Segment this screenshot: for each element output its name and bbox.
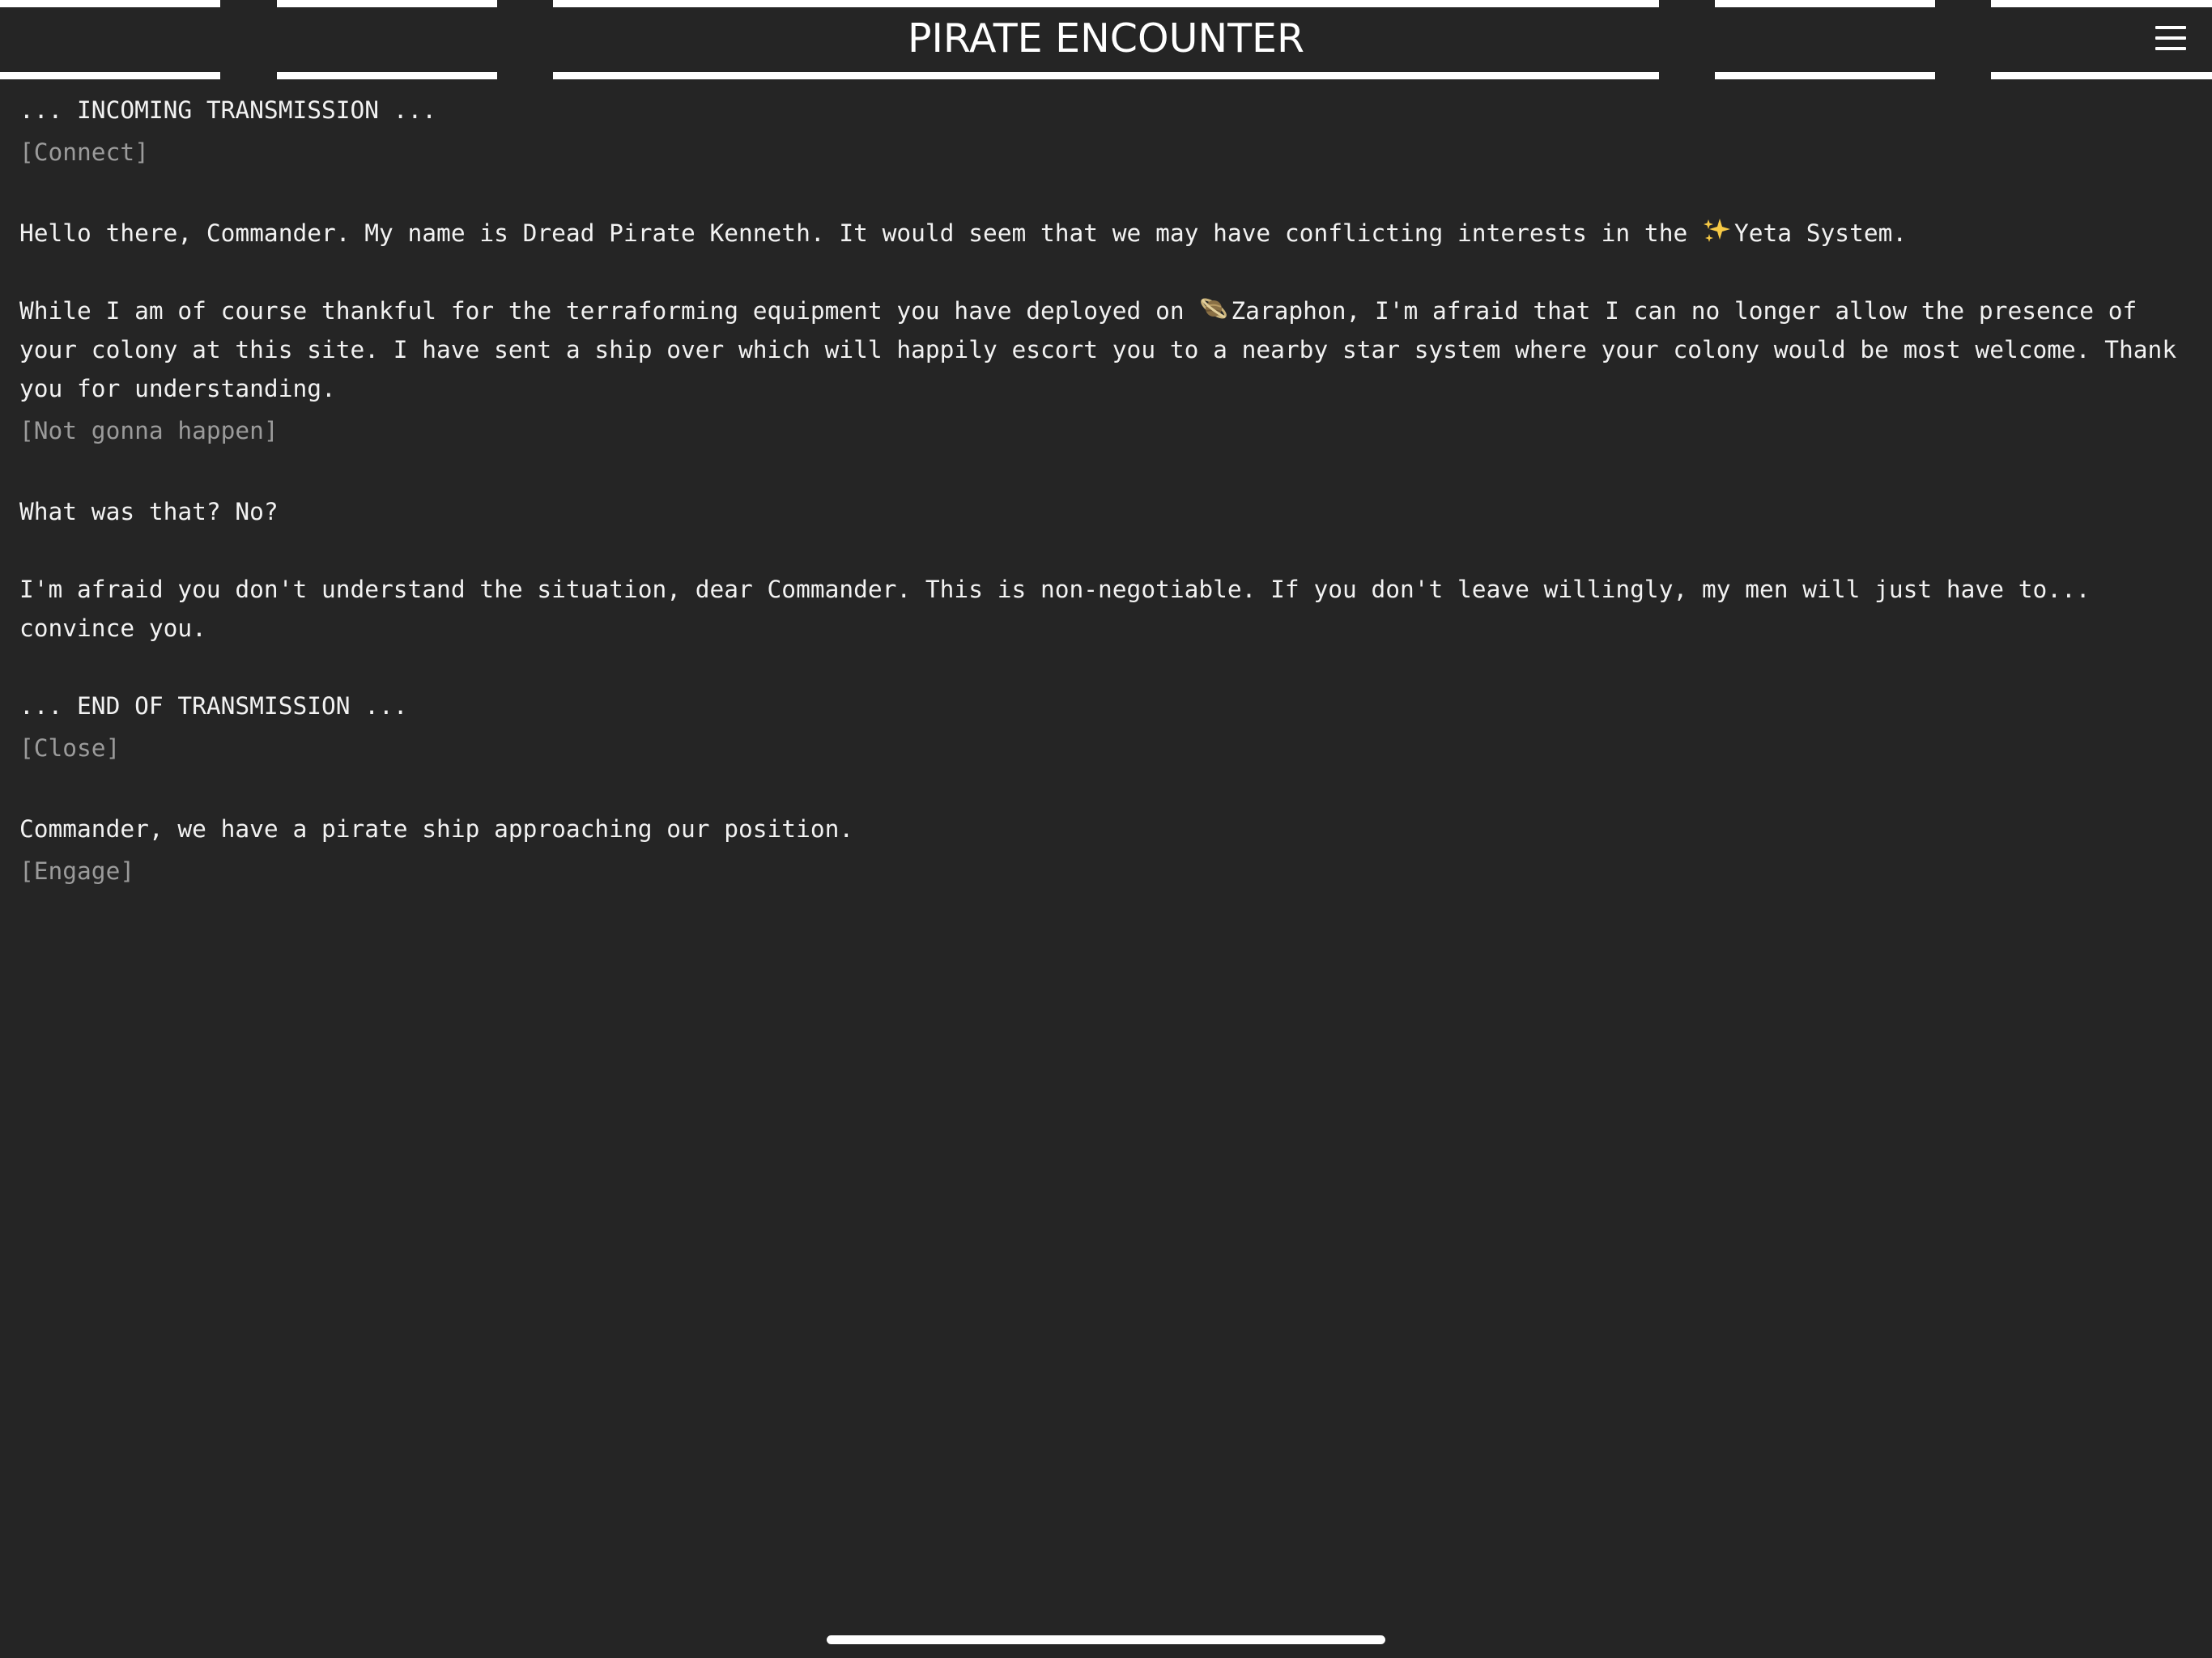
header-deco-bar bbox=[277, 72, 497, 79]
header-deco-bar bbox=[0, 0, 220, 7]
sparkles-icon bbox=[1702, 217, 1733, 244]
header-deco-bar bbox=[0, 72, 220, 79]
home-indicator[interactable] bbox=[827, 1635, 1385, 1644]
header-deco-bar bbox=[553, 0, 1659, 7]
greeting-text: Hello there, Commander. My name is Dread Pirate Kenneth. It would seem that we may have conflicting interests in the bbox=[19, 219, 1702, 247]
header-bar bbox=[0, 0, 2212, 81]
pirate-greeting bbox=[19, 214, 2189, 253]
transmission-log bbox=[19, 91, 2189, 894]
demand-text: While I am of course thankful for the terraforming equipment you have deployed on bbox=[19, 297, 1199, 325]
engage-button[interactable]: [Engage] bbox=[19, 857, 135, 885]
page-title: PIRATE ENCOUNTER bbox=[907, 15, 1305, 62]
pirate-reply: What was that? No? bbox=[19, 498, 279, 525]
header-deco-bar bbox=[277, 0, 497, 7]
ringed-planet-icon bbox=[1198, 295, 1229, 322]
transmission-start-text: ... INCOMING TRANSMISSION ... bbox=[19, 96, 437, 124]
star-system-name: Yeta System bbox=[1733, 219, 1893, 247]
pirate-demand bbox=[19, 291, 2189, 408]
pirate-threat: I'm afraid you don't understand the situation, dear Commander. This is non-negotiable. If you don't leave willingly, my men will just have to... convince you. bbox=[19, 576, 2091, 642]
hamburger-menu-icon[interactable] bbox=[2154, 21, 2188, 57]
demand-end: , I'm afraid that I can no longer allow the presence of your colony at this site. I have sent a ship over which will happily escort you to a nearby star system where your colony would be most welcome. Thank you for understanding. bbox=[19, 297, 2177, 402]
header-deco-bar bbox=[1991, 0, 2212, 7]
connect-button[interactable]: [Connect] bbox=[19, 138, 149, 166]
header-deco-bar bbox=[553, 72, 1659, 79]
crew-alert: Commander, we have a pirate ship approaching our position. bbox=[19, 815, 854, 843]
greeting-end: . bbox=[1892, 219, 1908, 247]
planet-name: Zaraphon bbox=[1231, 297, 1346, 325]
header-deco-bar bbox=[1715, 72, 1935, 79]
header-deco-bar bbox=[1991, 72, 2212, 79]
transmission-end-text: ... END OF TRANSMISSION ... bbox=[19, 692, 408, 720]
header-deco-bar bbox=[1715, 0, 1935, 7]
not-gonna-happen-button[interactable]: [Not gonna happen] bbox=[19, 417, 279, 444]
close-button[interactable]: [Close] bbox=[19, 734, 121, 762]
